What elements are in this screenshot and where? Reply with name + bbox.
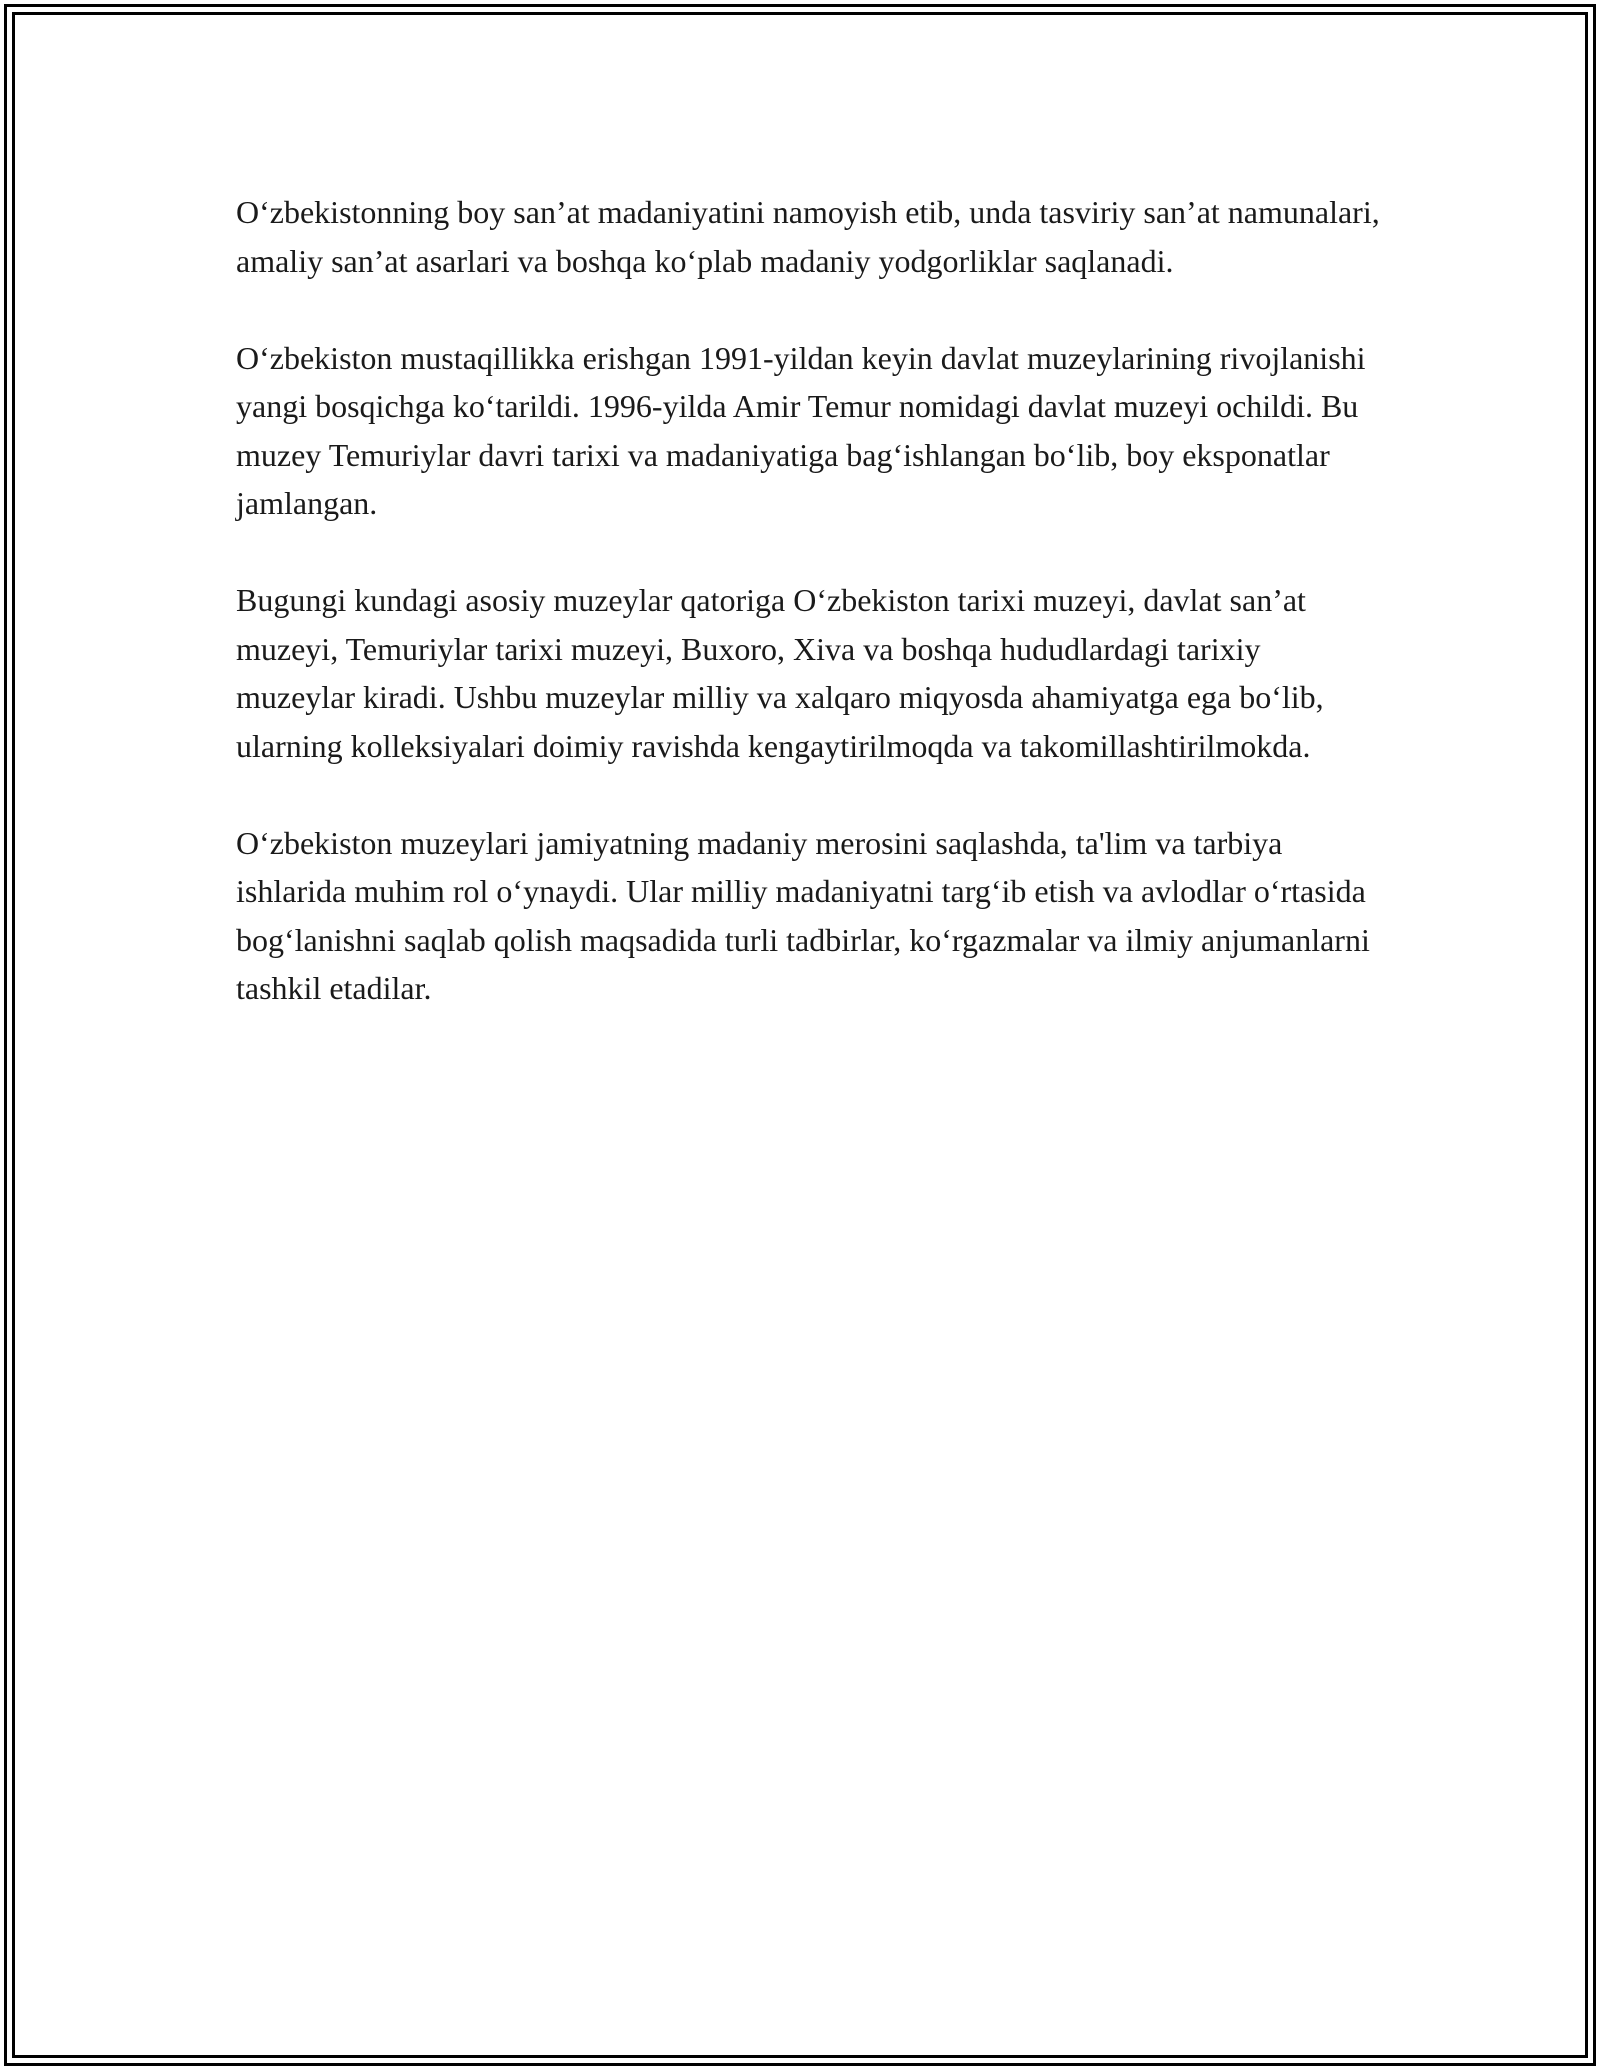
paragraph-independence: O‘zbekiston mustaqillikka erishgan 1991-yildan keyin davlat muzeylarining rivojlanishi yangi bosqichga ko‘tarildi. 1996-yilda Amir Temur nomidagi davlat muzeyi ochildi. Bu muzey Temuriylar davri tarixi va madaniyatiga bag‘ishlangan bo‘lib, boy eksponatlar jamlangan. bbox=[236, 339, 1366, 521]
paragraph-museum-role: O‘zbekiston muzeylari jamiyatning madaniy merosini saqlashda, ta'lim va tarbiya ishlarida muhim rol o‘ynaydi. Ular milliy madaniyatni targ‘ib etish va avlodlar o‘rtasida bog‘lanishni saqlab qolish maqsadida turli tadbirlar, ko‘rgazmalar va ilmiy anjumanlarni tashkil etadilar. bbox=[236, 824, 1370, 1006]
paragraph-intro: O‘zbekistonning boy san’at madaniyatini namoyish etib, unda tasviriy san’at namunalari, amaliy san’at asarlari va boshqa ko‘plab madaniy yodgorliklar saqlanadi. bbox=[236, 194, 1380, 279]
document-body bbox=[236, 188, 1386, 1061]
paragraph-main-museums: Bugungi kundagi asosiy muzeylar qatoriga O‘zbekiston tarixi muzeyi, davlat san’at muzeyi, Temuriylar tarixi muzeyi, Buxoro, Xiva va boshqa hududlardagi tarixiy muzeylar kiradi. Ushbu muzeylar milliy va xalqaro miqyosda ahamiyatga ega bo‘lib, ularning kolleksiyalari doimiy ravishda kengaytirilmoqda va takomillashtirilmokda. bbox=[236, 582, 1324, 764]
